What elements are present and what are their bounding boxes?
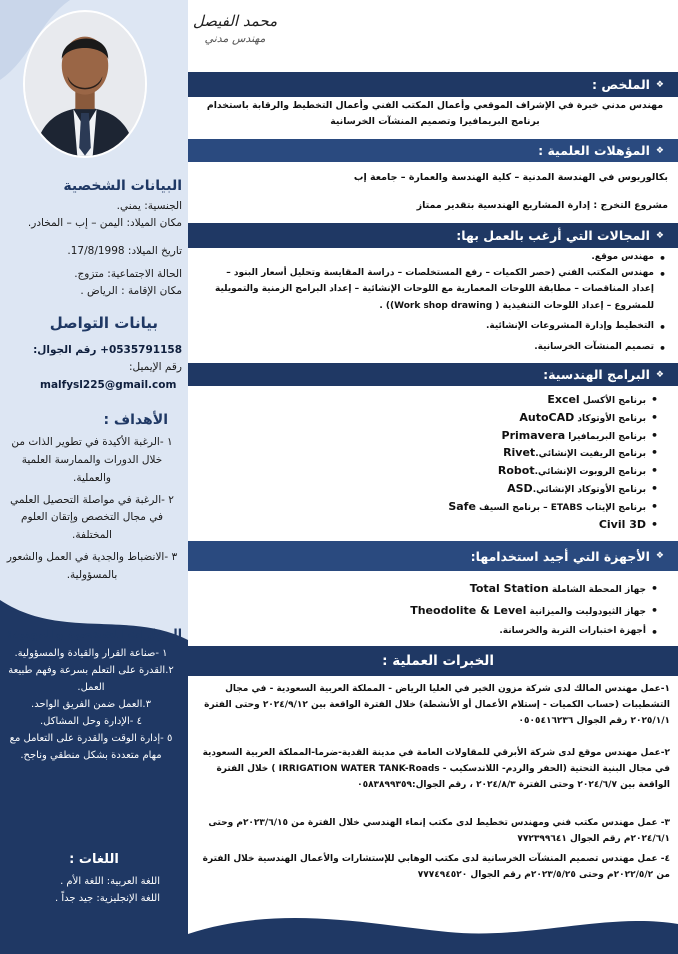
list-item: • مهندس موقع. <box>204 250 666 265</box>
skill-item: ٢.القدرة على التعلم بسرعة وفهم طبيعة العمل. <box>8 665 174 693</box>
summary-header <box>188 72 678 97</box>
skill-item: ٤ -الإدارة وحل المشاكل. <box>40 716 142 727</box>
languages-section <box>6 852 182 907</box>
goal-item: ٢ -الرغبة في مواصلة التحصيل العلمي في مجال التخصص وإتقان العلوم المختلفة. <box>10 493 174 542</box>
device-label: أجهزة اختبارات التربة والخرسانة. <box>499 626 646 636</box>
software-name: Excel <box>547 393 580 406</box>
language-item: اللغة العربية: اللغة الأم . <box>60 876 160 887</box>
device-name: Total Station <box>469 582 549 595</box>
birthdate: تاريخ الميلاد: 17/8/1998. <box>67 244 182 257</box>
profile-photo <box>23 10 147 158</box>
goal-item: ٣ -الانضباط والجدية في العمل والشعور بالمسؤولية. <box>6 551 178 581</box>
list-item <box>328 600 658 622</box>
device-label: جهاز الثيودوليت والميزانية <box>529 607 646 617</box>
list-item: • التخطيط وإدارة المشروعات الإنشائية. <box>204 319 666 334</box>
skills-section <box>0 626 182 764</box>
diamond-icon: ❖ <box>655 551 664 561</box>
fields-header <box>188 223 678 248</box>
device-label: جهاز المحطة الشاملة <box>551 585 646 595</box>
portrait-image <box>25 12 145 156</box>
skill-item: ٥ -إدارة الوقت والقدرة على التعامل مع مهام متعددة بشكل منطقي وناجح. <box>9 733 173 761</box>
software-label: برنامج الأوتوكاد <box>577 413 646 424</box>
person-title: مهندس مدني <box>204 32 266 45</box>
software-label: برنامج الروبوت الإنشائي. <box>534 467 646 478</box>
software-title: البرامج الهندسية: <box>543 367 650 382</box>
software-label: برنامج الريفيت الإنشائي. <box>535 449 646 460</box>
skills-title: المهارات الشخصية والمهنية: <box>7 626 182 641</box>
main-content <box>188 0 678 954</box>
diamond-icon: ❖ <box>655 145 664 156</box>
residence: مكان الإقامة : الرياض . <box>80 285 182 298</box>
email[interactable]: malfysl225@gmail.com <box>40 378 177 391</box>
personal-info-section <box>6 178 182 301</box>
goal-item: ١ -الرغبة الأكيدة في تطوير الذات من خلال الدورات والممارسة العلمية والعملية. <box>11 436 173 484</box>
software-header <box>188 363 678 386</box>
qualification-item: بكالوريوس في الهندسة المدنية – كلية الهندسة والعمارة – جامعة إب <box>353 172 668 183</box>
list-item <box>328 516 658 534</box>
language-item: اللغة الإنجليزية: جيد جداً . <box>55 893 160 904</box>
software-label: برنامج الأوتوكاد الإنشائي. <box>532 485 646 496</box>
contact-title: بيانات التواصل <box>49 314 158 332</box>
contact-section <box>6 314 182 394</box>
diamond-icon: ❖ <box>655 369 664 380</box>
birthplace: مكان الميلاد: اليمن – إب – المخادر. <box>27 217 182 230</box>
software-list <box>328 391 658 534</box>
software-name: Safe <box>448 499 476 513</box>
diamond-icon: ❖ <box>655 230 664 241</box>
languages-title: اللغات : <box>69 852 119 867</box>
experience-title: الخبرات العملية : <box>382 653 494 669</box>
diamond-icon: ❖ <box>655 79 664 90</box>
list-item <box>328 391 658 409</box>
summary-title: الملخص : <box>592 77 650 92</box>
list-item <box>328 578 658 600</box>
list-item <box>328 622 658 640</box>
list-item <box>328 462 658 480</box>
person-name: محمد الفيصل <box>192 12 278 30</box>
qualification-item: مشروع التخرج : إدارة المشاريع الهندسية بتقدير ممتاز <box>416 200 668 211</box>
skill-item: ٣.العمل ضمن الفريق الواحد. <box>31 699 151 710</box>
sidebar <box>0 0 188 954</box>
skill-item: ١ -صناعة القرار والقيادة والمسؤولية. <box>14 648 168 659</box>
software-label: برنامج الأكسل <box>582 396 646 406</box>
goals-title: الأهداف : <box>103 412 168 428</box>
list-item <box>328 480 658 498</box>
software-name: AutoCAD <box>519 410 575 424</box>
bottom-wave <box>188 894 678 954</box>
phone: 0535791158+ رقم الجوال: <box>33 344 182 356</box>
email-label: رقم الإيميل: <box>129 361 182 374</box>
experience-item: ٤- عمل مهندس تصميم المنشآت الخرسانية لدى مكتب الوهابي للإستشارات والأعمال الهندسية خلال الفترة من ٢٠٢٢/٥/٢م وحتى ٢٠٢٣/٥/٢٥م رقم الجوال ٧٧٧٤٩٤٥٢٠ <box>202 854 670 880</box>
list-item <box>328 427 658 445</box>
list-item <box>328 409 658 427</box>
software-name: Civil 3D <box>598 517 646 531</box>
qualifications-header <box>188 139 678 162</box>
experience-item: ٢-عمل مهندس موقع لدى شركة الأبرقي للمقاولات العامة في مدينة القدية-ضرما-المملكة العربية السعودية في مجال البنية التحتية (الحفر والردم- اللاندسكيب - IRRIGATION WATER TANK-Roads ) خلال الفترة الواقعة بين ٢٠٢٤/٦/٧ وحتى الفترة ٢٠٢٤/٨/٣ ، رقم الجوال:٠٥٨٣٨٩٩٣٥٩ <box>202 748 670 790</box>
personal-info-title: البيانات الشخصية <box>63 178 182 194</box>
software-name: Rivet <box>503 446 536 460</box>
list-item <box>328 498 658 516</box>
list-item: • مهندس المكتب الفني (حصر الكميات – رفع المستخلصات – دراسة المقايسة وتحليل أسعار البنود – إعداد المناقصات – مطابقة اللوحات المعمارية مع اللوحات الإنشائية – إعداد البرامج الزمنية والتمويلية للمشروع – إعداد اللوحات التنفيذية ( Work shop drawing)) . <box>204 265 666 315</box>
list-item: • تصميم المنشآت الخرسانية. <box>204 340 666 355</box>
fields-title: المجالات التي أرغب بالعمل بها: <box>456 228 650 243</box>
list-item <box>328 444 658 462</box>
experience-header <box>188 646 678 676</box>
experience-item: ١-عمل مهندس المالك لدى شركة مزون الخير في العليا الرياض - المملكة العربية السعودية - في مجال التشطيبات (حساب الكميات - إستلام الأعمال أو الأنشطة) خلال الفترة الواقعة بين ٢٠٢٤/٩/١٢ وحتى الفترة ٢٠٢٥/١/١ رقم الجوال ٠٥٠٥٤١٦٢٣٦ <box>204 684 670 726</box>
fields-list <box>204 250 666 354</box>
devices-header <box>188 541 678 571</box>
device-name: Theodolite & Level <box>410 604 527 617</box>
summary-text: مهندس مدني خبرة في الإشراف الموقعي وأعمال المكتب الفني وأعمال التخطيط والرقابة باستخدام برنامج البريمافيرا وتصميم المنشآت الخرسانية <box>206 100 664 128</box>
software-name: Robot <box>497 464 535 478</box>
nationality: الجنسية: يمني. <box>116 200 182 212</box>
goals-section <box>2 412 182 585</box>
software-name: Primavera <box>501 428 566 442</box>
devices-title: الأجهزة التي أجيد استخدامها: <box>470 548 650 564</box>
devices-list <box>328 578 658 640</box>
marital-status: الحالة الاجتماعية: متزوج. <box>74 267 182 280</box>
experience-item: ٣- عمل مهندس مكتب فني ومهندس تخطيط لدى مكتب إنماء الهندسي خلال الفترة من ٢٠٢٣/٦/١٥م وحتى ٢٠٢٤/٦/١م رقم الجوال ٧٧٢٣٩٩٦٤١ <box>208 818 670 844</box>
software-name: ASD <box>507 482 533 496</box>
software-label: برنامج الإيتاب ETABS – برنامج السيف <box>479 502 646 513</box>
qualifications-title: المؤهلات العلمية : <box>538 143 650 158</box>
software-label: برنامج البريمافيرا <box>568 431 646 442</box>
